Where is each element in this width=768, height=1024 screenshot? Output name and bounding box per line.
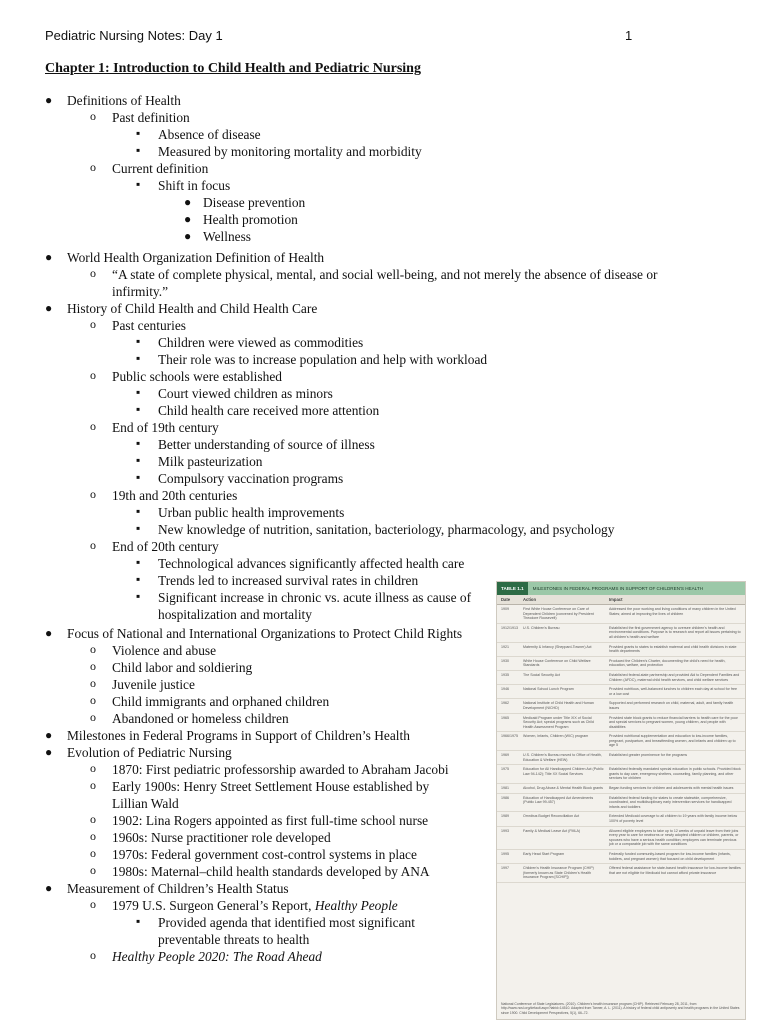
table-cell-date: 1986 [501,795,509,800]
table-cell-impact: Established federal-state partnership and provided Aid to Dependent Families and Children (AFDC), maternal child health services, and child welfare services [609,672,740,682]
report-prefix: 1979 U.S. Surgeon General’s Report, [112,898,315,913]
outline-item: 1902: Lina Rogers appointed as first full-time school nurse [112,813,429,828]
outline-item: Child labor and soldiering [112,660,253,675]
circle-marker: o [90,676,96,690]
outline-item: Wellness [203,229,252,244]
bullet-marker: ● [45,301,53,315]
outline-item: Court viewed children as minors [158,386,333,401]
outline-item: Focus of National and International Organizations to Protect Child Rights [67,626,463,641]
outline-item: Disease prevention [203,195,306,210]
outline-item: Health promotion [203,212,298,227]
table-cell-action: U.S. Children's Bureau moved to Office of Health, Education & Welfare (HEW) [523,753,602,762]
table-cell-action: Family & Medical Leave Act (FMLA) [523,828,581,833]
square-marker: ▪ [136,470,141,484]
circle-marker: o [90,642,96,656]
table-cell-impact: Established greater prominence for the programs [609,753,688,758]
table-row [497,671,745,685]
table-cell-date: 1997 [501,866,509,871]
table-cell-impact: Federally funded community-based program for low-income families (infants, toddlers, and pregnant women) that focused on child development [609,851,731,861]
outline-item: 1970s: Federal government cost-control systems in place [112,847,417,862]
table-cell-action: The Social Security Act [523,672,560,677]
table-row [497,784,745,794]
outline-item: History of Child Health and Child Health Care [67,301,318,316]
table-cell-impact: Produced the Children's Charter, documenting the child's need for health, education, welfare, and protection [609,658,726,668]
table-row [497,864,745,883]
table-tag: TABLE 1.1 [497,582,528,595]
chapter-title: Chapter 1: Introduction to Child Health and Pediatric Nursing [45,61,421,76]
square-marker: ▪ [136,914,141,928]
page-number: 1 [625,28,633,43]
outline-item: Current definition [112,161,209,176]
table-row [497,827,745,850]
milestones-table-image [496,581,746,1020]
table-row [497,685,745,699]
table-cell-date: 1969 [501,753,509,758]
table-cell-action: Maternity & Infancy (Sheppard-Towner) Act [523,644,592,649]
table-cell-action: National School Lunch Program [523,687,574,692]
running-header-title: Pediatric Nursing Notes: Day 1 [45,28,223,43]
outline-item: Juvenile justice [112,677,195,692]
column-header-date: Date [501,597,511,602]
circle-marker: o [90,829,96,843]
square-marker: ▪ [136,453,141,467]
outline-item: Urban public health improvements [158,505,345,520]
outline-item: Public schools were established [112,369,282,384]
table-cell-date: 1975 [501,767,509,772]
outline-item: Child health care received more attention [158,403,380,418]
outline-item: End of 19th century [112,420,219,435]
outline-item: 1960s: Nurse practitioner role developed [112,830,331,845]
square-marker: ▪ [136,351,141,365]
outline-item: Significant increase in chronic vs. acute illness as cause of hospitalization and mortality [158,590,472,622]
square-marker: ▪ [136,402,141,416]
outline-item: Children were viewed as commodities [158,335,364,350]
table-cell-date: 1921 [501,644,509,649]
report-italic-title: Healthy People [314,898,398,913]
table-cell-impact: Supported and performed research on child, maternal, adult, and family health issues [609,701,734,710]
outline-item: Abandoned or homeless children [112,711,289,726]
table-cell-date: 1993 [501,828,509,833]
bullet-marker: ● [184,229,192,243]
table-cell-date: 1930 [501,658,509,663]
table-cell-date: 1912/1913 [501,625,518,630]
outline-item: Absence of disease [158,127,261,142]
outline-item: Past centuries [112,318,187,333]
outline-item: New knowledge of nutrition, sanitation, bacteriology, pharmacology, and psychology [158,522,615,537]
table-row [497,624,745,643]
bullet-marker: ● [45,881,53,895]
bullet-marker: ● [45,250,53,264]
table-cell-impact: Provided grants to states to establish maternal and child health divisions in state health departments [609,644,737,654]
outline-item: Their role was to increase population and help with workload [158,352,488,367]
table-cell-impact: Established federally mandated special education in public schools. Provided block grants to day care, emergency shelters, counseling, family planning, and other services for children [609,767,741,781]
bullet-marker: ● [184,195,192,209]
table-cell-date: 1909 [501,607,509,611]
table-cell-action: U.S. Children's Bureau [523,625,560,630]
square-marker: ▪ [136,589,141,603]
table-row [497,794,745,813]
who-quote: “A state of complete physical, mental, and social well-being, and not merely the absence of disease or infirmity.” [112,267,658,299]
outline-item: Better understanding of source of illness [158,437,375,452]
table-row [497,714,745,733]
table-cell-action: Early Head Start Program [523,851,565,856]
outline-item: 1870: First pediatric professorship awarded to Abraham Jacobi [112,762,449,777]
table-cell-action: Omnibus Budget Reconciliation Act [523,814,580,819]
circle-marker: o [90,266,96,280]
table-cell-impact: Established federal funding for states to create statewide, comprehensive, coordinated, and multidisciplinary early intervention services for handicapped infants and toddlers [609,795,732,809]
outline-item: 1980s: Maternal–child health standards developed by ANA [112,864,430,879]
table-cell-impact: Provided state block grants to reduce financial barriers to health care for the poor and special services to pregnant women, young children, and people with disabilities [609,715,738,729]
outline-item: 19th and 20th centuries [112,488,238,503]
table-row [497,850,745,864]
table-header [497,582,745,595]
table-cell-impact: Provided nutritious, well-balanced lunches to children each day at school for free or a low cost [609,687,738,696]
table-cell-date: 1946 [501,687,509,692]
table-row [497,812,745,826]
table-cell-date: 1935 [501,672,509,677]
table-column-headers [497,595,745,605]
outline-item: Technological advances significantly affected health care [158,556,465,571]
table-cell-impact: Extended Medicaid coverage to all children to 19 years with family income below 100% of poverty level [609,814,738,823]
outline-item: Early 1900s: Henry Street Settlement House established by Lillian Wald [112,779,430,811]
table-cell-date: 1981 [501,786,509,791]
table-title: MILESTONES IN FEDERAL PROGRAMS IN SUPPORT OF CHILDREN'S HEALTH [532,586,704,591]
circle-marker: o [90,812,96,826]
outline-item: End of 20th century [112,539,219,554]
square-marker: ▪ [136,143,141,157]
outline-item: Measurement of Children’s Health Status [67,881,289,896]
table-row [497,699,745,713]
circle-marker: o [90,487,96,501]
circle-marker: o [90,948,96,962]
outline-item: Provided agenda that identified most significant preventable threats to health [158,915,415,947]
table-cell-action: Children's Health Insurance Program (CHIP) (formerly known as State Children's Health Insurance Program [SCHIP]) [523,866,594,880]
table-cell-action: Alcohol, Drug Abuse & Mental Health Block grants [523,786,603,791]
outline-item: Evolution of Pediatric Nursing [67,745,232,760]
table-cell-action: Education of Handicapped Act Amendments (Public Law 99-457) [523,795,594,805]
circle-marker: o [90,368,96,382]
square-marker: ▪ [136,177,141,191]
table-cell-impact: Established the first government agency to oversee children's health and environmental conditions. Purpose is to research and report all issues pertaining to all children's health and welfare [609,625,741,639]
square-marker: ▪ [136,385,141,399]
bullet-marker: ● [45,745,53,759]
outline-item: Child immigrants and orphaned children [112,694,330,709]
square-marker: ▪ [136,334,141,348]
table-cell-impact: Provided nutritional supplementation and education to low-income families, pregnant, postpartum, and breastfeeding women, and infants and children up to age 5 [609,734,736,748]
table-cell-action: Education for All Handicapped Children Act (Public Law 94-142); Title XX Social Services [523,767,604,776]
circle-marker: o [90,778,96,792]
outline-item: Healthy People 2020: The Road Ahead [112,949,322,964]
outline-item: Trends led to increased survival rates in children [158,573,419,588]
circle-marker: o [90,761,96,775]
circle-marker: o [90,846,96,860]
table-row [497,605,745,624]
table-cell-date: 1966/1975 [501,734,518,739]
square-marker: ▪ [136,572,141,586]
circle-marker: o [90,160,96,174]
circle-marker: o [90,710,96,724]
circle-marker: o [90,863,96,877]
outline-item: World Health Organization Definition of Health [67,250,325,265]
square-marker: ▪ [136,555,141,569]
outline-item [112,897,398,914]
outline-item: Measured by monitoring mortality and morbidity [158,144,422,159]
table-row [497,751,745,765]
outline-item: Past definition [112,110,190,125]
circle-marker: o [90,538,96,552]
table-cell-impact: Addressed the poor working and living conditions of many children in the United States; aimed at improving the lives of children [609,607,736,616]
table-cell-date: 1995 [501,851,509,856]
circle-marker: o [90,659,96,673]
table-row [497,643,745,657]
column-header-action: Action [523,597,537,602]
table-cell-impact: Offered federal assistance for state-based health insurance for low-income families that are not eligible for Medicaid but cannot afford private insurance [609,866,741,875]
table-body [497,605,745,883]
bullet-marker: ● [45,93,53,107]
square-marker: ▪ [136,504,141,518]
outline-item: Compulsory vaccination programs [158,471,344,486]
circle-marker: o [90,109,96,123]
column-header-impact: Impact [609,597,623,602]
bullet-marker: ● [45,626,53,640]
square-marker: ▪ [136,521,141,535]
outline-item: Milestones in Federal Programs in Support of Children’s Health [67,728,410,743]
circle-marker: o [90,317,96,331]
circle-marker: o [90,693,96,707]
outline-item: Milk pasteurization [158,454,263,469]
bullet-marker: ● [184,212,192,226]
circle-marker: o [90,419,96,433]
table-cell-impact: Allowed eligible employees to take up to 12 weeks of unpaid leave from their jobs every year to care for newborns or newly adopted children or children, parents, or spouses who have a serious health condition; employers can terminate previous job or a comparable job with the same conditions [609,828,739,847]
table-row [497,732,745,751]
outline-item: Definitions of Health [67,93,181,108]
bullet-marker: ● [45,728,53,742]
square-marker: ▪ [136,436,141,450]
table-row [497,657,745,671]
square-marker: ▪ [136,126,141,140]
table-cell-action: First White House Conference on Care of Dependent Children (convened by President Theodore Roosevelt) [523,607,594,621]
table-cell-date: 1965 [501,715,509,720]
table-cell-date: 1989 [501,814,509,819]
outline-item: Violence and abuse [112,643,217,658]
table-row [497,765,745,784]
table-cell-action: Women, Infants, Children (WIC) program [523,734,589,739]
table-cell-action: National Institute of Child Health and Human Development (NICHD) [523,701,594,710]
table-cell-date: 1962 [501,701,509,706]
outline-item: Shift in focus [158,178,231,193]
circle-marker: o [90,897,96,911]
table-cell-impact: Began funding services for children and adolescents with mental health issues [609,786,734,791]
table-cell-action: White House Conference on Child Welfare Standards [523,658,591,668]
table-footnote: National Conference of State Legislatures. (2010). Children's health insurance program (CHIP). Retrieved February 28, 2011, from http://www.ncsl.org/default.aspx?tabid=14510. Adapted from Tanner, A. L. (2011). A history of federal child antipoverty and health programs in the United States since 1900. Child Development Perspectives, 5(1), 66–72. [501,1001,740,1015]
table-cell-action: Medicaid Program under Title XIX of Social Security Act; special programs such as Child Health Assessment Program [523,715,594,729]
